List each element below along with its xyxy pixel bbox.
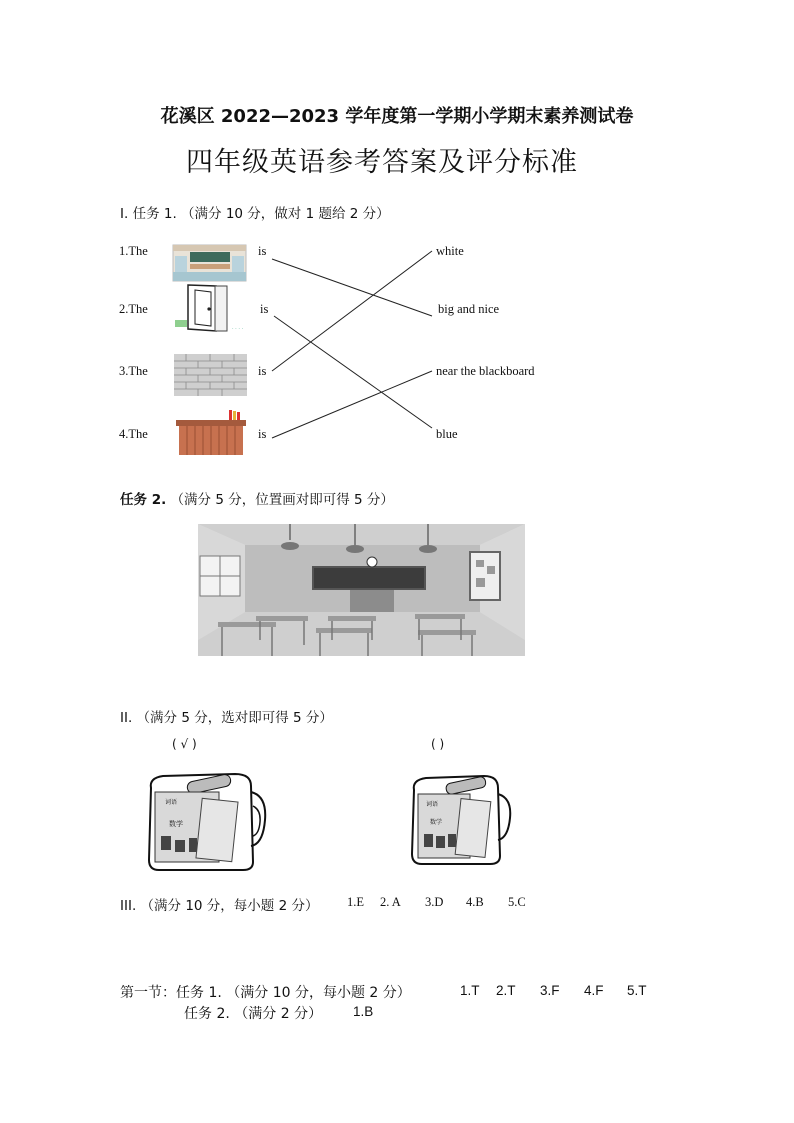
- choice-left: ( √ ): [172, 737, 197, 751]
- section4-line2-label: 任务 2. （满分 2 分）: [184, 1006, 323, 1022]
- door-picture: [175, 285, 244, 332]
- option-big-and-nice: big and nice: [438, 302, 500, 316]
- school-title: 花溪区 2022—2023 学年度第一学期小学期末素养测试卷: [160, 106, 634, 127]
- classroom-illustration: [198, 524, 525, 656]
- option-blue: blue: [436, 427, 458, 441]
- answer-4-task2: 1.B: [353, 1004, 374, 1019]
- row-verb-2: is: [260, 302, 269, 316]
- answer-4-5: 5.T: [627, 983, 647, 998]
- answer-4-1: 1.T: [460, 983, 480, 998]
- match-line-1: [272, 259, 432, 316]
- answer-3-1: 1.E: [347, 895, 365, 909]
- task2-heading-label: 任务 2.: [120, 492, 167, 508]
- answer-3-3: 3.D: [425, 895, 444, 909]
- desk-picture: [176, 410, 246, 455]
- answer-3-4: 4.B: [466, 895, 484, 909]
- matching-lines: [272, 251, 432, 438]
- row-label-3: 3.The: [119, 364, 148, 378]
- section3-heading: III. （满分 10 分，每小题 2 分）: [120, 898, 319, 914]
- answer-3-5: 5.C: [508, 895, 526, 909]
- row-verb-3: is: [258, 364, 267, 378]
- match-line-4: [272, 371, 432, 438]
- schoolbag-left: [149, 774, 265, 870]
- row-label-4: 4.The: [119, 427, 148, 441]
- svg-text:词语: 词语: [426, 801, 439, 808]
- task2-heading: [120, 488, 394, 508]
- option-white: white: [436, 244, 464, 258]
- document-title: 四年级英语参考答案及评分标准: [186, 147, 578, 178]
- svg-text:数学: 数学: [169, 820, 183, 828]
- svg-text:词语: 词语: [165, 799, 178, 806]
- section2-heading: II. （满分 5 分，选对即可得 5 分）: [120, 710, 333, 726]
- match-line-2: [274, 316, 432, 428]
- answer-3-2: 2. A: [380, 895, 401, 909]
- row-label-2: 2.The: [119, 302, 148, 316]
- option-near-blackboard: near the blackboard: [436, 364, 535, 378]
- row-label-1: 1.The: [119, 244, 148, 258]
- row-verb-1: is: [258, 244, 267, 258]
- answer-4-2: 2.T: [496, 983, 516, 998]
- task2-heading-rest: （满分 5 分，位置画对即可得 5 分）: [170, 492, 394, 508]
- match-line-3: [272, 251, 432, 371]
- choice-right: ( ): [431, 737, 445, 751]
- answer-4-3: 3.F: [540, 983, 560, 998]
- wall-picture: [174, 354, 247, 396]
- classroom-picture: [173, 245, 246, 281]
- section4-line1-label: 第一节：任务 1. （满分 10 分，每小题 2 分）: [120, 985, 411, 1001]
- svg-text:数学: 数学: [430, 819, 443, 826]
- schoolbag-right: [412, 776, 510, 864]
- task1-heading: I. 任务 1. （满分 10 分，做对 1 题给 2 分）: [120, 206, 390, 222]
- answer-4-4: 4.F: [584, 983, 604, 998]
- svg-text:· · · ·: · · · ·: [232, 326, 244, 332]
- row-verb-4: is: [258, 427, 267, 441]
